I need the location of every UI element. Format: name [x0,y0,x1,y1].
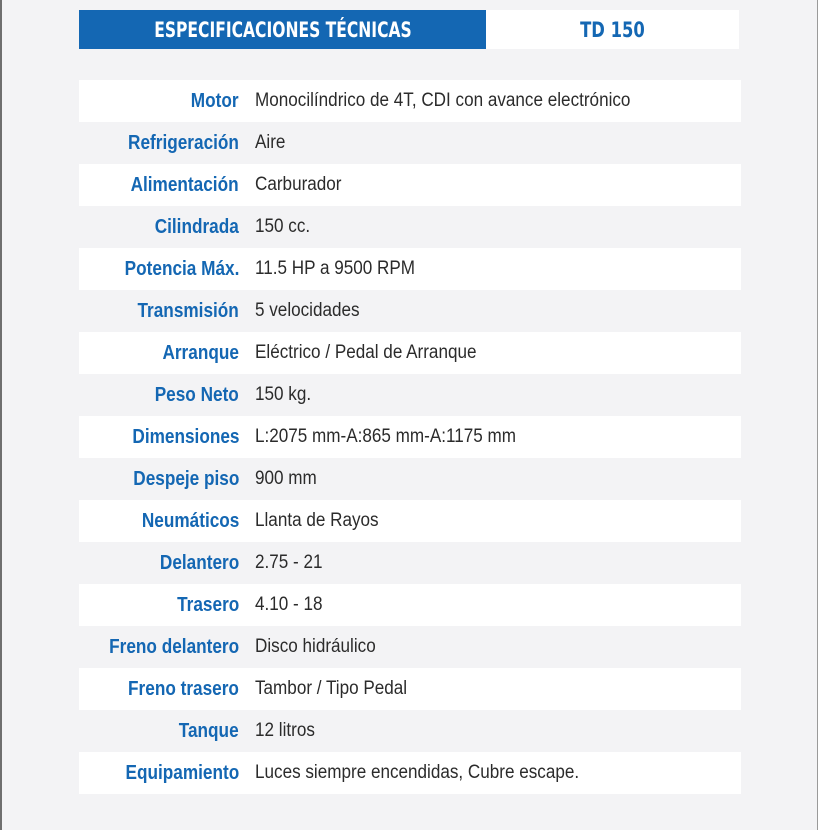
spec-label: Cilindrada [154,215,239,238]
spec-label: Freno delantero [109,635,239,658]
spec-value: L:2075 mm-A:865 mm-A:1175 mm [255,426,517,447]
spec-row [79,290,741,332]
spec-label: Peso Neto [154,383,239,406]
spec-value: Monocilíndrico de 4T, CDI con avance electrónico [255,90,631,111]
spec-value: 12 litros [255,720,315,741]
spec-value: 11.5 HP a 9500 RPM [255,258,416,279]
spec-value: Carburador [255,174,342,195]
spec-row [79,626,741,668]
spec-value: 150 cc. [255,216,311,237]
spec-value: Tambor / Tipo Pedal [255,678,408,699]
spec-row [79,248,741,290]
page-left-border [0,0,2,830]
spec-value: 900 mm [255,468,317,489]
spec-header [79,10,739,49]
spec-value: 2.75 - 21 [255,552,323,573]
spec-value: Luces siempre encendidas, Cubre escape. [255,762,580,783]
spec-label: Dimensiones [131,425,239,448]
spec-label: Equipamiento [125,761,239,784]
spec-row [79,668,741,710]
spec-label: Refrigeración [128,131,239,154]
spec-label: Trasero [176,593,239,616]
spec-row [79,752,741,794]
spec-value: 150 kg. [255,384,312,405]
spec-value: 4.10 - 18 [255,594,323,615]
spec-header-model: TD 150 [580,17,645,42]
spec-value: Disco hidráulico [255,636,376,657]
spec-label: Delantero [159,551,239,574]
spec-table [79,80,741,794]
spec-value: Eléctrico / Pedal de Arranque [255,342,477,363]
spec-label: Arranque [162,341,239,364]
spec-row [79,374,741,416]
spec-label: Potencia Máx. [124,257,239,280]
spec-row [79,416,741,458]
spec-header-title-cell [79,10,486,49]
spec-row [79,332,741,374]
spec-label: Despeje piso [132,467,239,490]
spec-value: 5 velocidades [255,300,360,321]
spec-label: Tanque [179,719,239,742]
spec-row [79,458,741,500]
spec-header-model-cell [486,10,739,49]
spec-row [79,122,741,164]
spec-row [79,542,741,584]
spec-row [79,710,741,752]
spec-label: Neumáticos [141,509,239,532]
spec-label: Motor [191,89,239,112]
spec-header-title: ESPECIFICACIONES TÉCNICAS [153,17,412,42]
spec-label: Transmisión [137,299,239,322]
spec-row [79,500,741,542]
spec-row [79,206,741,248]
spec-row [79,584,741,626]
spec-label: Alimentación [131,173,239,196]
spec-row [79,80,741,122]
spec-value: Aire [255,132,286,153]
spec-value: Llanta de Rayos [255,510,379,531]
spec-row [79,164,741,206]
spec-label: Freno trasero [128,677,239,700]
